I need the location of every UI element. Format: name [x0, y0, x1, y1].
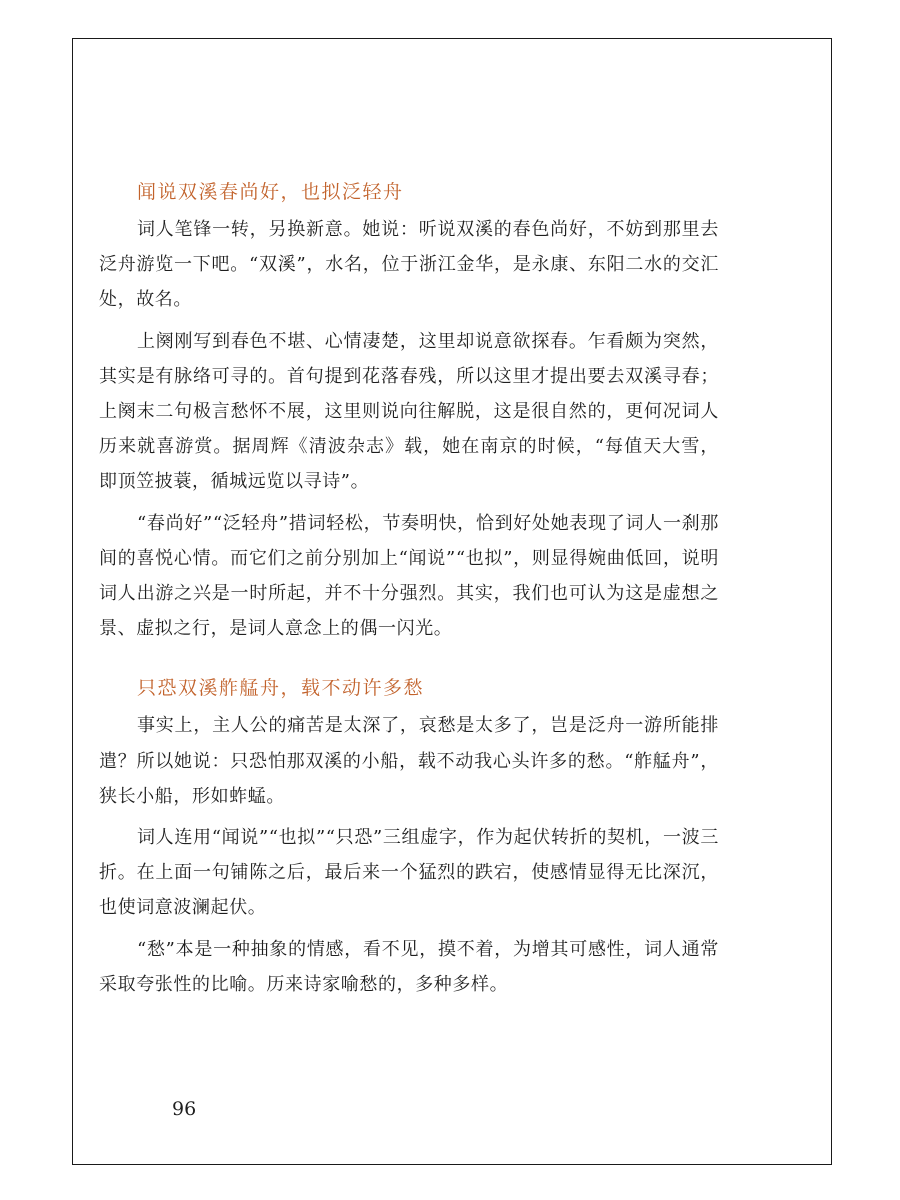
section-2-heading: 只恐双溪舴艋舟，载不动许多愁 [137, 677, 425, 700]
section-1-paragraph-2: 上阕刚写到春色不堪、心情凄楚，这里却说意欲探春。乍看颇为突然，其实是有脉络可寻的。首句提到花落春残，所以这里才提出要去双溪寻春；上阕末二句极言愁怀不展，这里则说向往解脱，这是很自然的，更何况词人历来就喜游赏。据周辉《清波杂志》载，她在南京的时候，“每值天大雪，即顶笠披蓑，循城远览以寻诗”。 [99, 330, 719, 493]
section-1-paragraph-3: “春尚好”“泛轻舟”措词轻松，节奏明快，恰到好处她表现了词人一刹那间的喜悦心情。而它们之前分别加上“闻说”“也拟”，则显得婉曲低回，说明词人出游之兴是一时所起，并不十分强烈。其实，我们也可认为这是虚想之景、虚拟之行，是词人意念上的偶一闪光。 [99, 512, 719, 640]
page-number: 96 [172, 1098, 197, 1120]
section-2-paragraph-2: 词人连用“闻说”“也拟”“只恐”三组虚字，作为起伏转折的契机，一波三折。在上面一句铺陈之后，最后来一个猛烈的跌宕，使感情显得无比深沉，也使词意波澜起伏。 [99, 827, 719, 919]
section-2-paragraph-1: 事实上，主人公的痛苦是太深了，哀愁是太多了，岂是泛舟一游所能排遣？所以她说：只恐怕那双溪的小船，载不动我心头许多的愁。“舴艋舟”，狭长小船，形如蚱蜢。 [99, 715, 719, 807]
section-2 [99, 674, 719, 1002]
page-content [99, 178, 719, 1008]
section-1 [99, 178, 719, 646]
section-1-heading: 闻说双溪春尚好，也拟泛轻舟 [137, 181, 404, 203]
section-2-paragraph-3: “愁”本是一种抽象的情感，看不见，摸不着，为增其可感性，词人通常采取夸张性的比喻。历来诗家喻愁的，多种多样。 [99, 938, 719, 995]
section-1-paragraph-1: 词人笔锋一转，另换新意。她说：听说双溪的春色尚好，不妨到那里去泛舟游览一下吧。“双溪”，水名，位于浙江金华，是永康、东阳二水的交汇处，故名。 [99, 219, 719, 311]
